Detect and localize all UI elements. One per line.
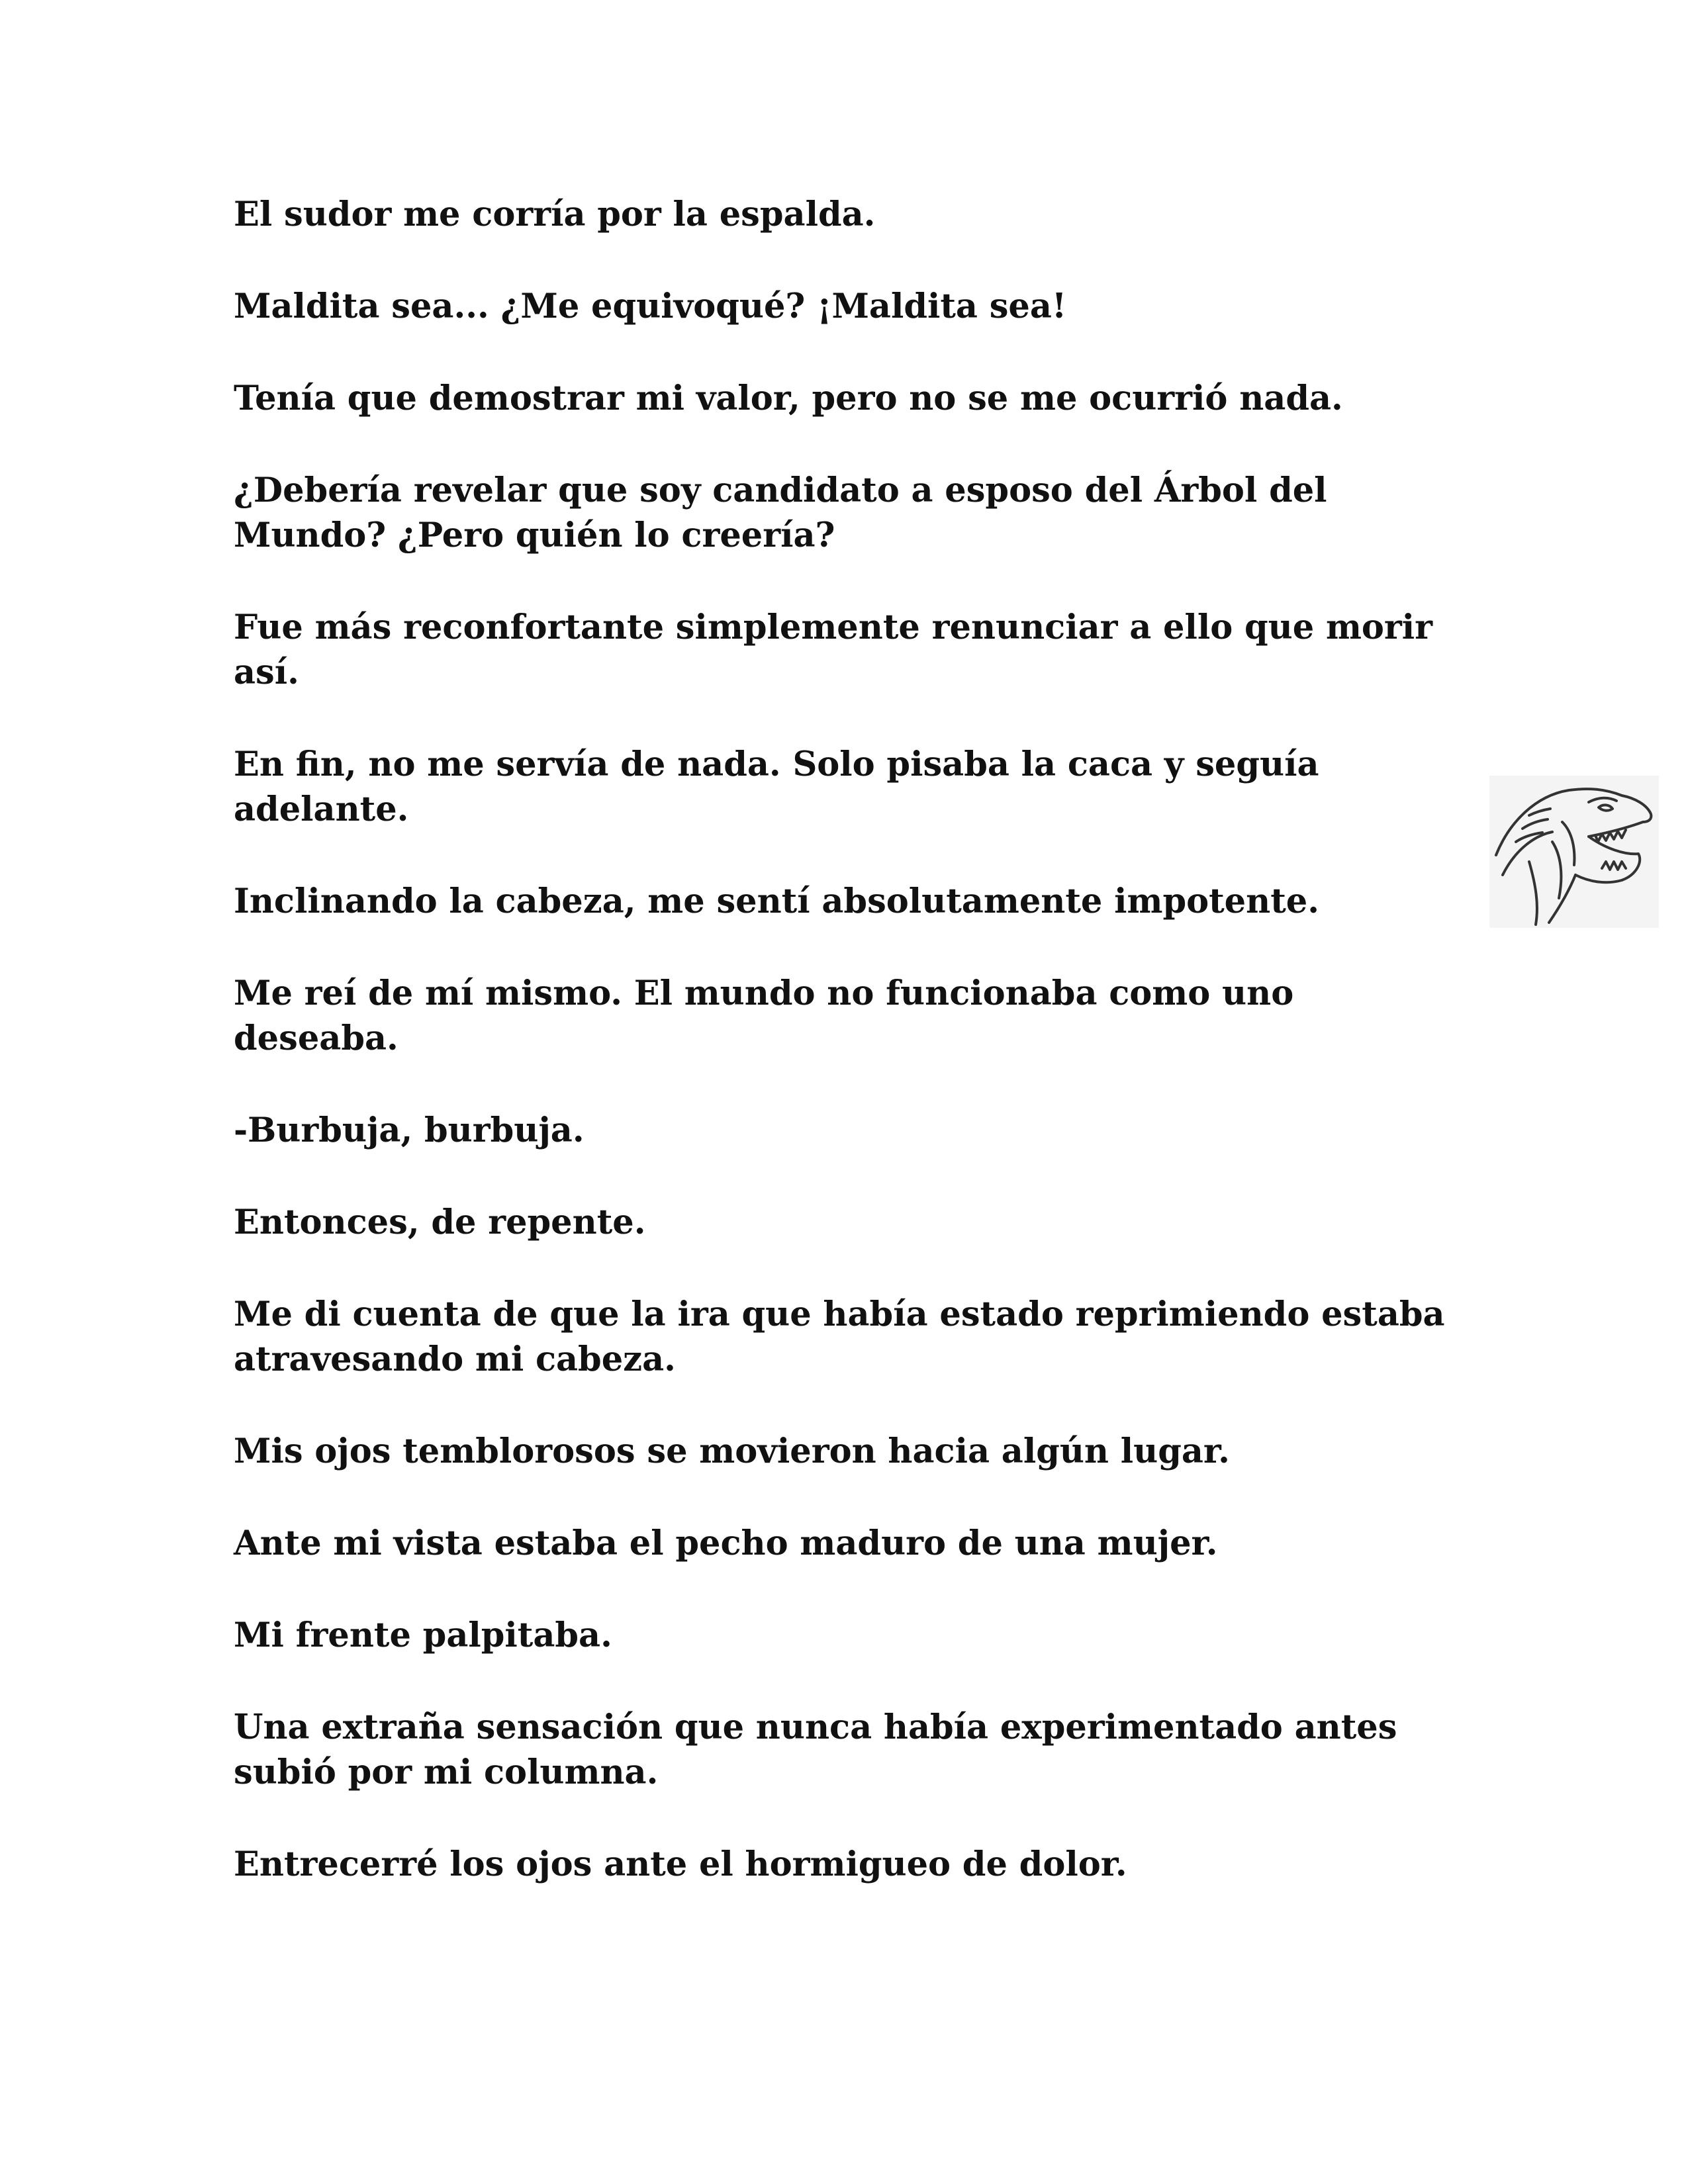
- paragraph-16: Entrecerré los ojos ante el hormigueo de dolor.: [234, 1844, 1127, 1884]
- paragraph-4: ¿Debería revelar que soy candidato a esposo del Árbol del Mundo? ¿Pero quién lo creería?: [234, 471, 1327, 555]
- paragraph-14: Mi frente palpitaba.: [234, 1615, 612, 1655]
- body-text: [234, 192, 1458, 1934]
- paragraph-13: Ante mi vista estaba el pecho maduro de una mujer.: [234, 1524, 1218, 1563]
- paragraph-2: Maldita sea... ¿Me equivoqué? ¡Maldita sea!: [234, 287, 1067, 326]
- paragraph-11: Me di cuenta de que la ira que había estado reprimiendo estaba atravesando mi cabeza.: [234, 1295, 1445, 1379]
- paragraph-3: Tenía que demostrar mi valor, pero no se me ocurrió nada.: [234, 379, 1343, 418]
- paragraph-15: Una extraña sensación que nunca había experimentado antes subió por mi columna.: [234, 1707, 1397, 1792]
- paragraph-6: En fin, no me servía de nada. Solo pisaba la caca y seguía adelante.: [234, 745, 1319, 829]
- paragraph-9: -Burbuja, burbuja.: [234, 1111, 585, 1150]
- paragraph-10: Entonces, de repente.: [234, 1203, 646, 1242]
- paragraph-5: Fue más reconfortante simplemente renunciar a ello que morir así.: [234, 608, 1433, 692]
- dinosaur-head-icon: [1489, 776, 1659, 928]
- paragraph-7: Inclinando la cabeza, me sentí absolutamente impotente.: [234, 882, 1319, 921]
- paragraph-1: El sudor me corría por la espalda.: [234, 195, 876, 234]
- paragraph-8: Me reí de mí mismo. El mundo no funcionaba como uno deseaba.: [234, 974, 1294, 1058]
- paragraph-12: Mis ojos temblorosos se movieron hacia algún lugar.: [234, 1432, 1230, 1471]
